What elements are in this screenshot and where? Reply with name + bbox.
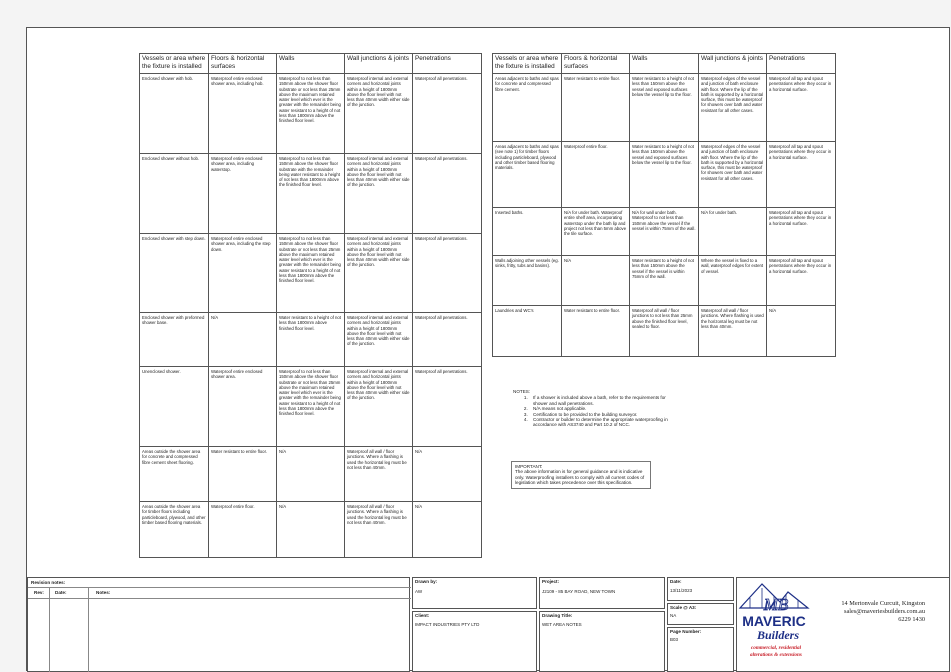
logo-sub: Builders	[756, 628, 800, 642]
client-label: Client:	[415, 613, 430, 618]
project-value: J2109 - 85 BAY ROAD, NEW TOWN	[542, 589, 616, 594]
table-row	[493, 74, 836, 142]
table-cell: Walls adjoining other vessels (eg. sinks, fritty, tubs and basins).	[493, 256, 562, 306]
drawn-by-value: AW	[415, 589, 423, 594]
important-heading: IMPORTANT:	[515, 464, 543, 469]
page-number-value: B03	[670, 637, 679, 642]
table-cell: N/A	[562, 256, 630, 306]
table-cell: Unenclosed shower.	[140, 367, 209, 447]
table-cell: Waterproof all wall / floor junctions. Where flashing is used the horizontal leg must be not less than 40mm.	[699, 306, 767, 357]
table-cell: Inserted baths.	[493, 208, 562, 256]
table-cell: Where the vessel is fixed to a wall, waterproof edges for extent of vessel.	[699, 256, 767, 306]
table-cell: Waterproof all wall / floor junctions. Where a flashing is used the horizontal leg must be not less than 40mm.	[345, 502, 413, 558]
table-cell: Enclosed shower with step down.	[140, 234, 209, 313]
col-header-floors: Floors & horizontal surfaces	[562, 54, 630, 74]
company-phone: 6229 1430	[898, 615, 925, 623]
table-cell: Areas outside the shower area for timber floors including particleboard, plywood, and other timber based flooring materials.	[140, 502, 209, 558]
drawing-sheet	[26, 27, 950, 671]
table-cell: N/A	[277, 447, 345, 502]
table-cell: Waterproof internal and external corners and horizontal joints within a height of 1800mm above the floor level with not less than 40mm width either side of the junction.	[345, 367, 413, 447]
table-cell: Waterproof edges of the vessel and junction of bath enclosure with floor. Where the lip of the bath is supported by a horizontal surface, this must be waterproof for showers over bath and water resistant for all other cases.	[699, 74, 767, 142]
table-cell: N/A	[209, 313, 277, 367]
scale-label: Scale @ A3:	[670, 605, 697, 610]
table-cell: Water resistant to entire floor.	[562, 306, 630, 357]
wet-area-table-left	[139, 53, 482, 558]
table-row	[493, 256, 836, 306]
table-cell: Waterproof internal and external corners and horizontal joints within a height of 1800mm above the floor level with not less than 40mm width either side of the junction.	[345, 154, 413, 234]
table-row	[140, 367, 482, 447]
col-header-vessel: Vessels or area where the fixture is installed	[493, 54, 562, 74]
table-cell: Waterproof all penetrations.	[413, 367, 482, 447]
table-cell: Water resistant to entire floor.	[562, 74, 630, 142]
table-cell: Water resistant to a height of not less than 150mm above the vessel if the vessel is within 75mm of the wall.	[630, 256, 699, 306]
table-cell: N/A	[277, 502, 345, 558]
table-cell: Waterproof all tap and spout penetrations where they occur in a horizontal surface.	[767, 256, 836, 306]
page-number-box	[667, 627, 734, 672]
table-cell: Waterproof edges of the vessel and junction of bath enclosure with floor. Where the lip of the bath is supported by a horizontal surface, this must be waterproof for showers over bath and water resistant for all other cases.	[699, 142, 767, 208]
table-cell: Waterproof all tap and spout penetrations where they occur in a horizontal surface.	[767, 74, 836, 142]
table-cell: Waterproof internal and external corners and horizontal joints within a height of 1800mm above the floor level with not less than 40mm width either side of the junction.	[345, 74, 413, 154]
table-cell: Enclosed shower with preformed shower base.	[140, 313, 209, 367]
table-row	[140, 447, 482, 502]
table-row	[140, 502, 482, 558]
table-row	[140, 154, 482, 234]
table-cell: N/A	[413, 502, 482, 558]
table-cell: Waterproof internal and external corners and horizontal joints within a height of 1800mm above the floor level with not less than 40mm width either side of the junction.	[345, 234, 413, 313]
table-cell: Waterproof all wall / floor junctions. Where a flashing is used the horizontal leg must be not less than 40mm.	[345, 447, 413, 502]
table-cell: Areas outside the shower area for concrete and compressed fibre cement sheet flooring.	[140, 447, 209, 502]
note-item: 1. If a shower is included above a bath, refer to the requirements for shower and wall penetrations.	[529, 395, 673, 406]
logo-name: MAVERIC	[742, 613, 806, 629]
logo-monogram: MB	[763, 595, 789, 614]
table-cell: Waterproof to not less than 150mm above the shower floor substrate or not less than 25mm above the maximum retained water level which ever is the greater with the remainder being water resistant to a height of not less than 1800mm above the finished floor level.	[277, 367, 345, 447]
table-cell: Waterproof entire enclosed shower area.	[209, 367, 277, 447]
col-header-junctions: Wall junctions & joints	[699, 54, 767, 74]
date-value: 13/11/2023	[670, 588, 693, 593]
col-header-walls: Walls	[630, 54, 699, 74]
table-cell: Waterproof entire enclosed shower area, including waterstop.	[209, 154, 277, 234]
table-cell: Waterproof all tap and spout penetrations where they occur in a horizontal surface.	[767, 208, 836, 256]
revision-notes-box	[27, 577, 410, 672]
important-text: The above information is for general guidance and is indicative only. Waterproofing installers to comply with all current codes of legislation which takes precedence over this specification.	[515, 469, 645, 486]
drawing-title-box	[539, 611, 665, 672]
company-address: 14 Mertonvale Curcuit, Kingston	[841, 600, 925, 607]
table-row	[493, 208, 836, 256]
note-item: 2. N/A means not applicable.	[529, 406, 673, 411]
project-label: Project:	[542, 579, 560, 584]
col-header-floors: Floors & horizontal surfaces	[209, 54, 277, 74]
table-cell: N/A for wall under bath. Waterproof to not less than 150mm above the vessel if the vessel is within 75mm of the wall.	[630, 208, 699, 256]
company-email[interactable]: sales@maveriesbuilders.com.au	[844, 607, 925, 615]
table-cell: Waterproof all penetrations.	[413, 234, 482, 313]
table-header-row	[493, 54, 836, 74]
table-cell: Waterproof internal and external corners and horizontal joints within a height of 1800mm above the floor level with not less than 40mm width either side of the junction.	[345, 313, 413, 367]
scale-box	[667, 603, 734, 625]
table-cell: Waterproof all penetrations.	[413, 313, 482, 367]
drawn-by-label: Drawn by:	[415, 579, 438, 584]
date-box	[667, 577, 734, 601]
col-header-junctions: Wall junctions & joints	[345, 54, 413, 74]
table-cell: Waterproof all wall / floor junctions to not less than 25mm above the finished floor level, sealed to floor.	[630, 306, 699, 357]
table-cell: Water resistant to a height of not less than 150mm above the vessel and exposed surfaces below the vessel lip to the floor.	[630, 142, 699, 208]
table-cell: N/A for under bath.	[699, 208, 767, 256]
client-box	[412, 611, 537, 672]
table-cell: Waterproof entire floor.	[209, 502, 277, 558]
drawing-title-label: Drawing Title:	[542, 613, 573, 618]
table-cell: Waterproof entire enclosed shower area, including hob.	[209, 74, 277, 154]
table-row	[493, 142, 836, 208]
table-cell: N/A	[767, 306, 836, 357]
table-cell: N/A for under bath. Waterproof entire shelf area, incorporating waterstop under the bath lip and project not less than 5mm above the tile surface.	[562, 208, 630, 256]
note-item: 3. Certification to be provided to the building surveyor.	[529, 412, 673, 417]
table-cell: Waterproof to not less than 150mm above the shower floor substrate or not less than 25mm above the maximum retained water level which ever is the greater with the remainder being water resistant to a height of not less than 1800mm above the finished floor level.	[277, 234, 345, 313]
table-cell: Laundries and WC's	[493, 306, 562, 357]
table-cell: Water resistant to a height of not less than 150mm above the vessel and exposed surfaces below the vessel lip to the floor.	[630, 74, 699, 142]
client-value: IMPACT INDUSTRIES PTY LTD	[415, 622, 480, 627]
date-column-label: Date:	[55, 590, 67, 595]
table-cell: Enclosed shower without hob.	[140, 154, 209, 234]
notes-heading: NOTES:	[513, 389, 531, 394]
notes-list	[513, 395, 673, 427]
page-number-label: Page Number:	[670, 629, 702, 634]
note-item: 4. Contractor or builder to determine the appropriate waterproofing in accordance with AS3740 and Part 10.2 of NCC.	[529, 417, 673, 428]
notes-column-label: Notes:	[96, 590, 111, 595]
table-cell: Enclosed shower with hob.	[140, 74, 209, 154]
drawn-by-box	[412, 577, 537, 609]
date-label: Date:	[670, 579, 682, 584]
col-header-penetrations: Penetrations	[767, 54, 836, 74]
table-cell: Water resistant to entire floor.	[209, 447, 277, 502]
rev-column-label: Rev:	[34, 590, 44, 595]
table-cell: Areas adjacent to baths and spas (see note 1) for timber floors including particleboard, plywood and other timber based flooring materials.	[493, 142, 562, 208]
table-row	[493, 306, 836, 357]
drawing-title-value: WET AREA NOTES	[542, 622, 582, 627]
project-box	[539, 577, 665, 609]
revision-notes-label: Revision notes:	[31, 580, 66, 585]
table-row	[140, 313, 482, 367]
table-cell: Waterproof entire floor.	[562, 142, 630, 208]
contact-details	[803, 600, 925, 623]
table-cell: Water resistant to a height of not less than 1800mm above finished floor level.	[277, 313, 345, 367]
table-cell: Waterproof all penetrations.	[413, 74, 482, 154]
notes-block	[513, 389, 673, 428]
col-header-penetrations: Penetrations	[413, 54, 482, 74]
table-row	[140, 74, 482, 154]
wet-area-table-right	[492, 53, 836, 357]
table-row	[140, 234, 482, 313]
maveric-builders-logo	[736, 578, 812, 671]
table-cell: Areas adjacent to baths and spas for concrete and compressed fibre cement.	[493, 74, 562, 142]
logo-tagline-1: commercial, residential	[750, 645, 802, 651]
table-cell: Waterproof entire enclosed shower area, including the step down.	[209, 234, 277, 313]
table-cell: Waterproof all tap and spout penetrations where they occur in a horizontal surface.	[767, 142, 836, 208]
important-notice	[511, 461, 651, 489]
col-header-walls: Walls	[277, 54, 345, 74]
table-cell: Waterproof to not less than 150mm above the shower floor substrate or not less than 25mm above the maximum retained water level which ever is the greater with the remainder being water resistant to a height of not less than 1800mm above the finished floor level.	[277, 74, 345, 154]
logo-tagline-2: alterations & extensions	[750, 652, 802, 658]
logo-graphic	[736, 578, 812, 671]
col-header-vessel: Vessels or area where the fixture is installed	[140, 54, 209, 74]
table-cell: N/A	[413, 447, 482, 502]
table-header-row	[140, 54, 482, 74]
table-cell: Waterproof to not less than 150mm above the shower floor substrate with the remainder being water resistant to a height of not less than 1800mm above the finished floor level.	[277, 154, 345, 234]
table-cell: Waterproof all penetrations.	[413, 154, 482, 234]
scale-value: NA	[670, 613, 677, 618]
